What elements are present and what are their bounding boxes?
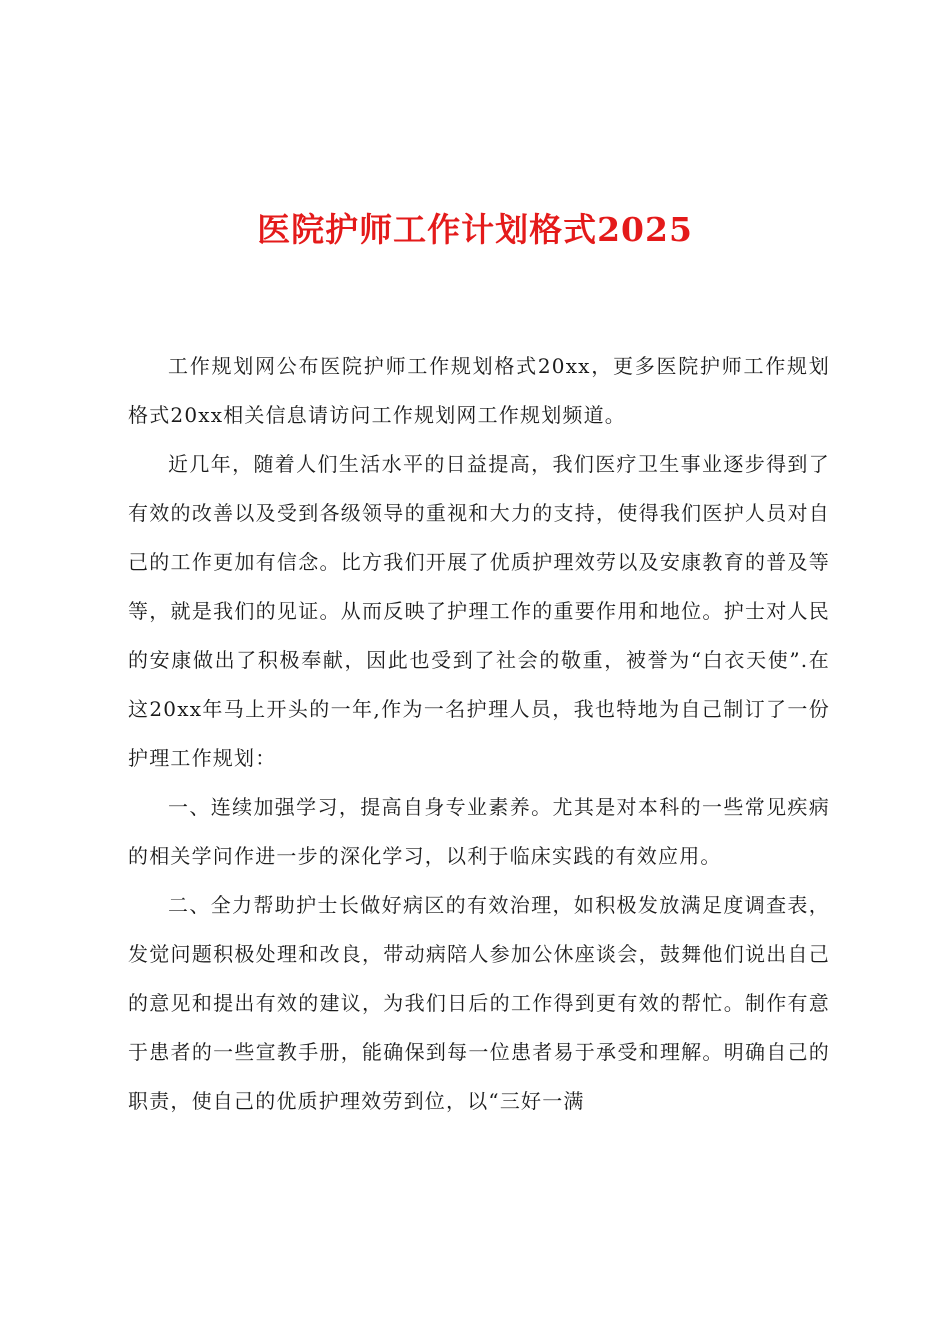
document-title: 医院护师工作计划格式2025: [257, 210, 693, 249]
paragraph-background: 近几年，随着人们生活水平的日益提高，我们医疗卫生事业逐步得到了有效的改善以及受到各级领导的重视和大力的支持，使得我们医护人员对自己的工作更加有信念。比方我们开展了优质护理效劳以及安康教育的普及等等，就是我们的见证。从而反映了护理工作的重要作用和地位。护士对人民的安康做出了积极奉献，因此也受到了社会的敬重，被誉为“白衣天使”.在这20xx年马上开头的一年,作为一名护理人员，我也特地为自己制订了一份护理工作规划：: [128, 452, 830, 770]
paragraph-item-1: 一、连续加强学习，提高自身专业素养。尤其是对本科的一些常见疾病的相关学问作进一步的深化学习，以利于临床实践的有效应用。: [128, 795, 830, 868]
paragraph-intro: 工作规划网公布医院护师工作规划格式20xx，更多医院护师工作规划格式20xx相关信息请访问工作规划网工作规划频道。: [128, 354, 830, 427]
paragraph-item-2: 二、全力帮助护士长做好病区的有效治理，如积极发放满足度调查表，发觉问题积极处理和改良，带动病陪人参加公休座谈会，鼓舞他们说出自己的意见和提出有效的建议，为我们日后的工作得到更有效的帮忙。制作有意于患者的一些宣教手册，能确保到每一位患者易于承受和理解。明确自己的职责，使自己的优质护理效劳到位，以“三好一满: [128, 893, 830, 1113]
document-body: [128, 342, 830, 1126]
